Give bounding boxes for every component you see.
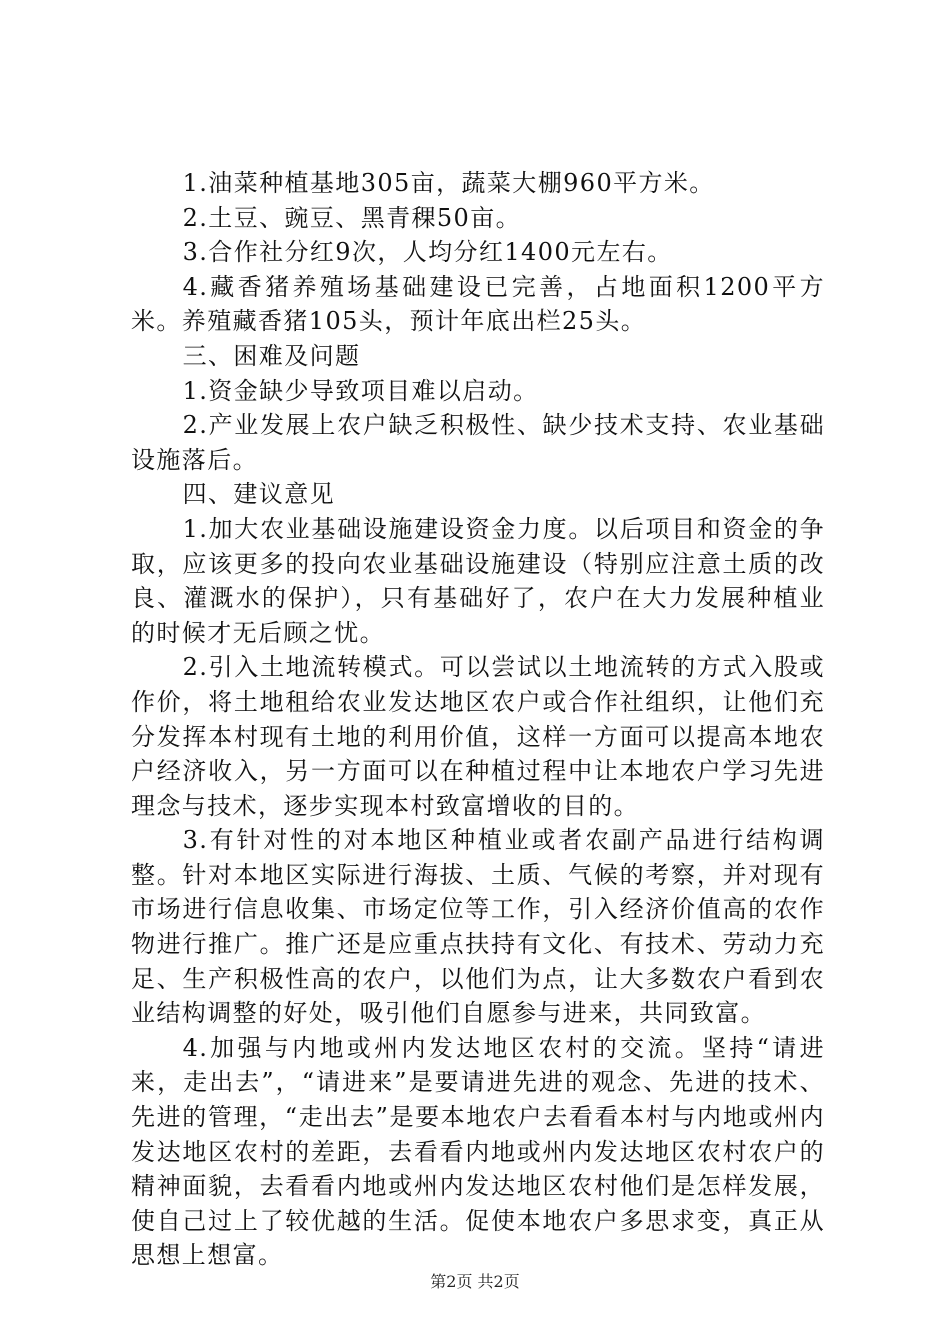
paragraph-suggestion-structure-adjustment: 3.有针对性的对本地区种植业或者农副产品进行结构调整。针对本地区实际进行海拔、土质、气候的考察，并对现有市场进行信息收集、市场定位等工作，引入经济价值高的农作物进行推广。推广还是应重点扶持有文化、有技术、劳动力充足、生产积极性高的农户，以他们为点，让大多数农户看到农业结构调整的好处，吸引他们自愿参与进来，共同致富。 <box>131 826 825 1028</box>
paragraph-cooperative-dividend: 3.合作社分红9次，人均分红1400元左右。 <box>182 238 673 267</box>
paragraph-suggestion-infrastructure: 1.加大农业基础设施建设资金力度。以后项目和资金的争取，应该更多的投向农业基础设施建设（特别应注意土质的改良、灌溉水的保护），只有基础好了，农户在大力发展种植业的时候才无后顾之忧。 <box>131 514 825 647</box>
section-heading-problems: 三、困难及问题 <box>182 341 361 370</box>
paragraph-suggestion-land-transfer: 2.引入土地流转模式。可以尝试以土地流转的方式入股或作价，将土地租给农业发达地区农户或合作社组织，让他们充分发挥本村现有土地的利用价值，这样一方面可以提高本地农户经济收入，另一方面可以在种植过程中让本地农户学习先进理念与技术，逐步实现本村致富增收的目的。 <box>131 653 825 820</box>
section-heading-suggestions: 四、建议意见 <box>182 480 335 509</box>
document-body <box>131 166 825 1273</box>
paragraph-problem-industry: 2.产业发展上农户缺乏积极性、缺少技术支持、农业基础设施落后。 <box>131 411 825 474</box>
paragraph-suggestion-exchange: 4.加强与内地或州内发达地区农村的交流。坚持“请进来，走出去”，“请进来”是要请进先进的观念、先进的技术、先进的管理，“走出去”是要本地农户去看看本村与内地或州内发达地区农村的差距，去看看内地或州内发达地区农村农户的精神面貌，去看看内地或州内发达地区农村他们是怎样发展，使自己过上了较优越的生活。促使本地农户多思求变，真正从思想上想富。 <box>131 1033 825 1270</box>
paragraph-oilseed-base: 1.油菜种植基地305亩，蔬菜大棚960平方米。 <box>182 169 715 197</box>
paragraph-problem-funding: 1.资金缺少导致项目难以启动。 <box>182 376 539 405</box>
page-footer: 第2页 共2页 <box>430 1272 520 1291</box>
paragraph-potato-pea: 2.土豆、豌豆、黑青稞50亩。 <box>182 203 522 232</box>
paragraph-tibetan-pig-farm: 4.藏香猪养殖场基础建设已完善，占地面积1200平方米。养殖藏香猪105头，预计年底出栏25头。 <box>131 272 825 336</box>
